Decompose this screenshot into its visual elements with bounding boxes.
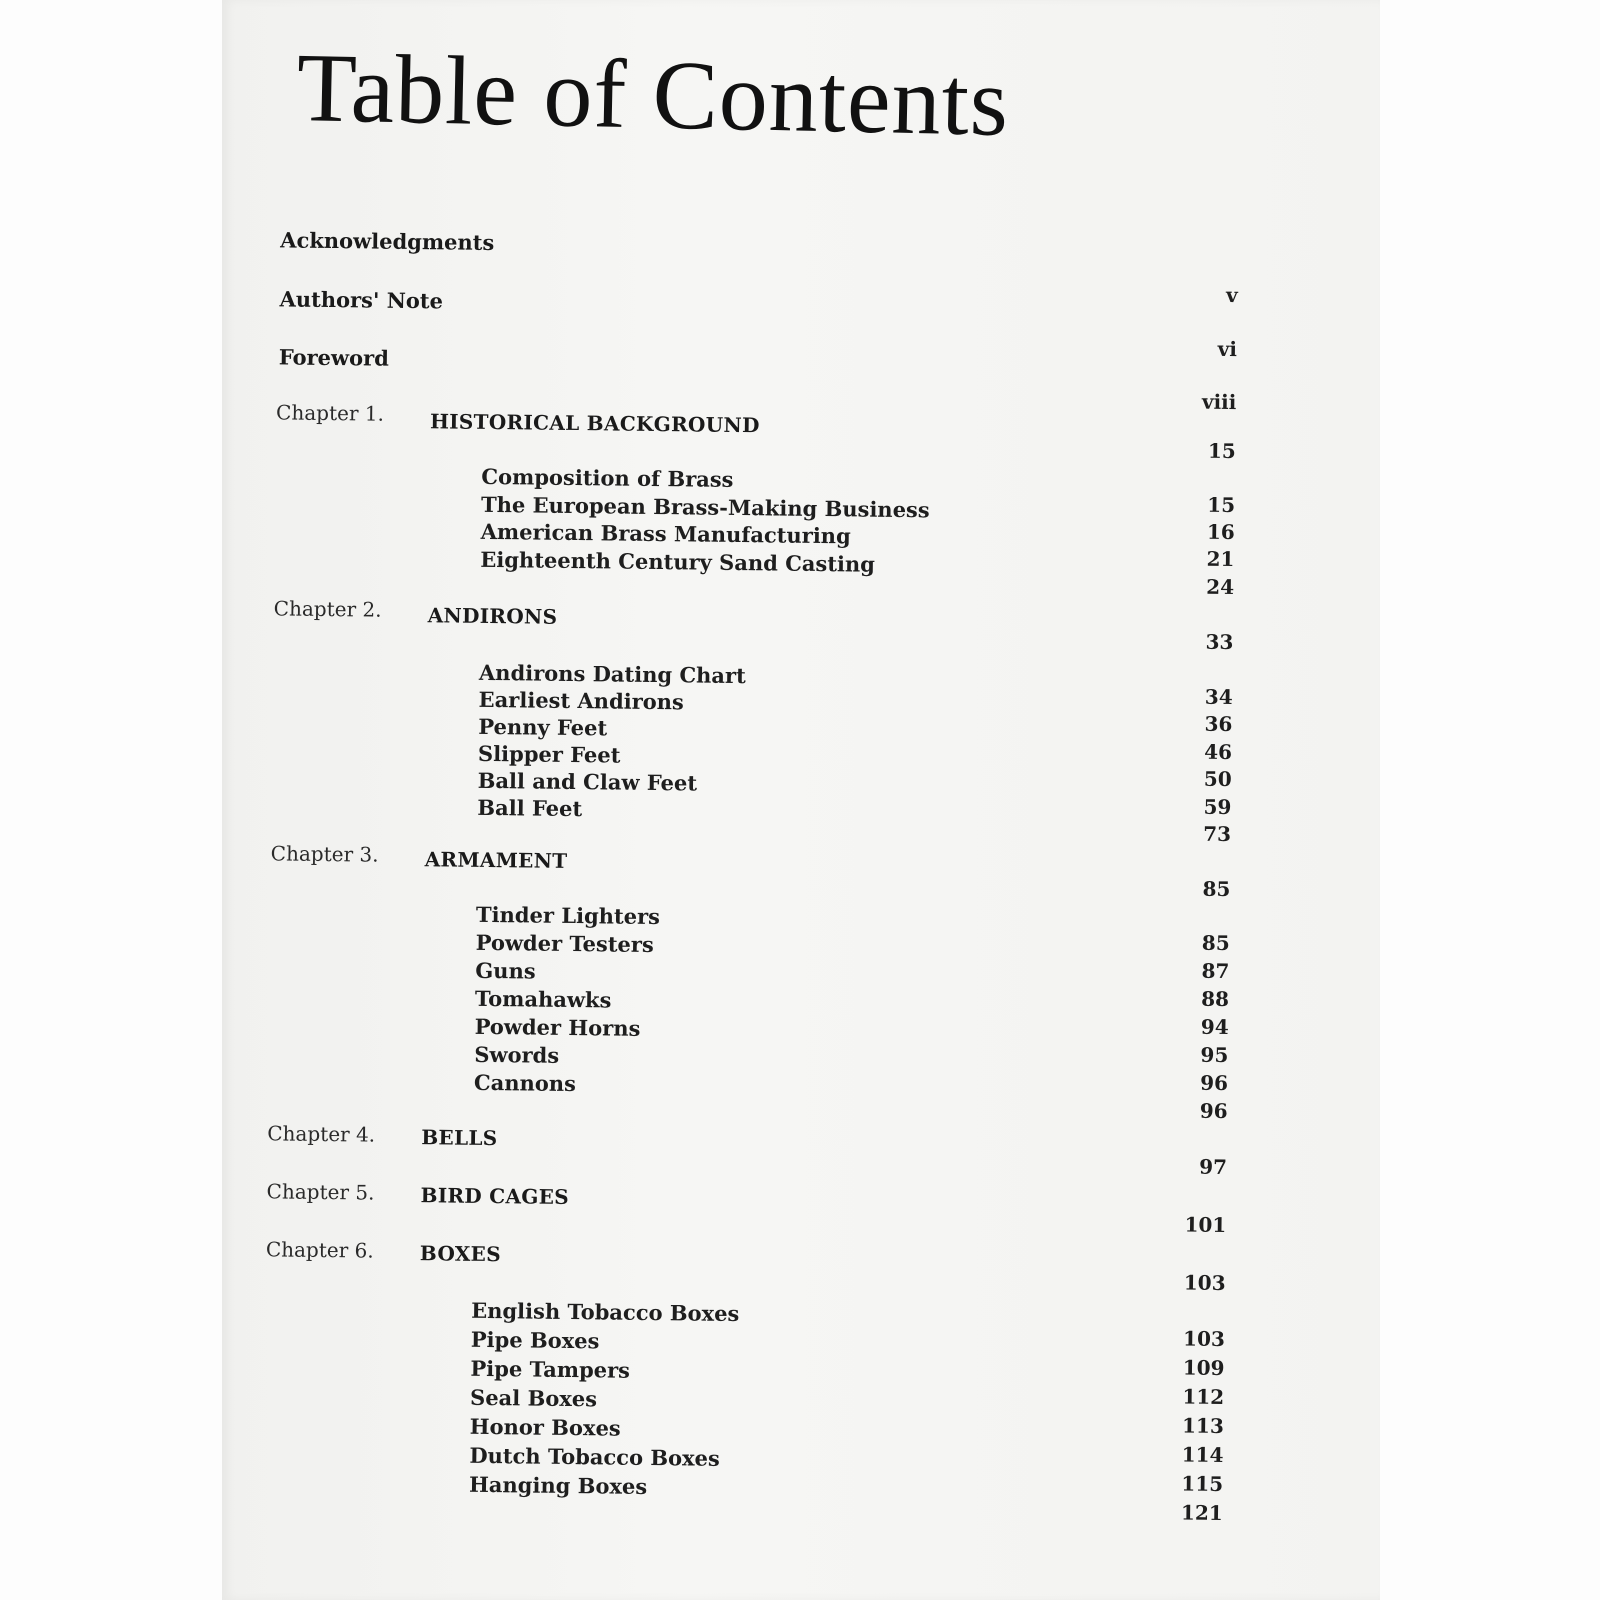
chapter-number: Chapter 3.	[270, 841, 379, 867]
section-title: Hanging Boxes	[468, 1471, 648, 1499]
section-title: Eighteenth Century Sand Casting	[480, 546, 876, 577]
front-matter-page: viii	[1201, 389, 1237, 415]
chapter-title: BOXES	[419, 1241, 502, 1267]
chapter-page: 103	[1183, 1270, 1226, 1296]
section-page: 95	[1200, 1042, 1229, 1068]
chapter-page: 101	[1184, 1212, 1227, 1238]
chapter-number: Chapter 5.	[266, 1179, 375, 1205]
chapter-number: Chapter 4.	[267, 1121, 376, 1147]
section-page: 114	[1181, 1442, 1224, 1468]
section-page: 59	[1203, 794, 1232, 820]
section-title: The European Brass-Making Business	[480, 491, 930, 523]
front-matter-label: Acknowledgments	[280, 227, 495, 256]
section-page: 36	[1204, 711, 1233, 737]
chapter-number: Chapter 6.	[265, 1237, 374, 1263]
front-matter-page: vi	[1217, 336, 1238, 362]
chapter-number: Chapter 1.	[275, 400, 385, 426]
section-title: Powder Testers	[475, 929, 654, 958]
chapter-number: Chapter 2.	[273, 596, 382, 622]
section-page: 15	[1207, 492, 1236, 518]
chapter-page: 33	[1205, 629, 1234, 655]
section-title: Andirons Dating Chart	[478, 659, 746, 689]
section-page: 87	[1201, 958, 1230, 984]
section-page: 94	[1200, 1014, 1229, 1040]
chapter-page: 97	[1199, 1154, 1228, 1180]
section-title: Composition of Brass	[481, 463, 734, 492]
chapter-page: 15	[1207, 438, 1236, 464]
section-page: 16	[1206, 519, 1235, 545]
chapter-title: BELLS	[421, 1125, 498, 1151]
section-page: 73	[1203, 821, 1232, 847]
section-page: 88	[1201, 986, 1230, 1012]
section-title: Ball and Claw Feet	[477, 767, 698, 796]
chapter-title: ARMAMENT	[424, 847, 568, 873]
section-page: 115	[1181, 1471, 1224, 1497]
section-page: 121	[1180, 1500, 1223, 1526]
chapter-title: BIRD CAGES	[420, 1183, 570, 1209]
section-title: Tinder Lighters	[475, 901, 661, 930]
section-title: Pipe Tampers	[470, 1355, 631, 1383]
chapter-page: 85	[1202, 876, 1231, 902]
section-title: Pipe Boxes	[470, 1326, 600, 1354]
section-title: Dutch Tobacco Boxes	[469, 1442, 720, 1471]
section-page: 24	[1206, 574, 1235, 600]
section-page: 113	[1181, 1413, 1224, 1439]
section-page: 109	[1182, 1355, 1225, 1381]
section-title: Earliest Andirons	[478, 686, 685, 715]
front-matter-label: Foreword	[278, 344, 389, 371]
section-title: Ball Feet	[477, 794, 583, 822]
section-title: English Tobacco Boxes	[471, 1297, 740, 1327]
section-page: 50	[1203, 766, 1232, 792]
section-page: 34	[1204, 684, 1233, 710]
section-page: 85	[1201, 930, 1230, 956]
section-title: Slipper Feet	[477, 740, 621, 768]
front-matter-label: Authors' Note	[279, 286, 444, 314]
section-title: Honor Boxes	[469, 1413, 621, 1441]
table-of-contents	[222, 0, 1380, 1600]
chapter-title: HISTORICAL BACKGROUND	[429, 409, 760, 438]
section-page: 112	[1182, 1384, 1225, 1410]
book-page	[222, 0, 1380, 1600]
section-page: 103	[1182, 1326, 1226, 1352]
section-title: Penny Feet	[478, 713, 608, 741]
section-page: 46	[1204, 739, 1233, 765]
section-title: Cannons	[473, 1069, 577, 1097]
section-page: 21	[1206, 546, 1235, 572]
section-title: American Brass Manufacturing	[480, 518, 851, 549]
section-page: 96	[1199, 1098, 1228, 1124]
chapter-title: ANDIRONS	[427, 603, 558, 629]
section-page: 96	[1200, 1070, 1229, 1096]
section-title: Seal Boxes	[469, 1384, 598, 1412]
section-title: Guns	[475, 957, 536, 984]
section-title: Powder Horns	[474, 1013, 641, 1041]
section-title: Swords	[474, 1041, 560, 1068]
front-matter-page: v	[1225, 282, 1238, 308]
section-title: Tomahawks	[474, 985, 612, 1013]
page-title: Table of Contents	[295, 33, 1011, 157]
